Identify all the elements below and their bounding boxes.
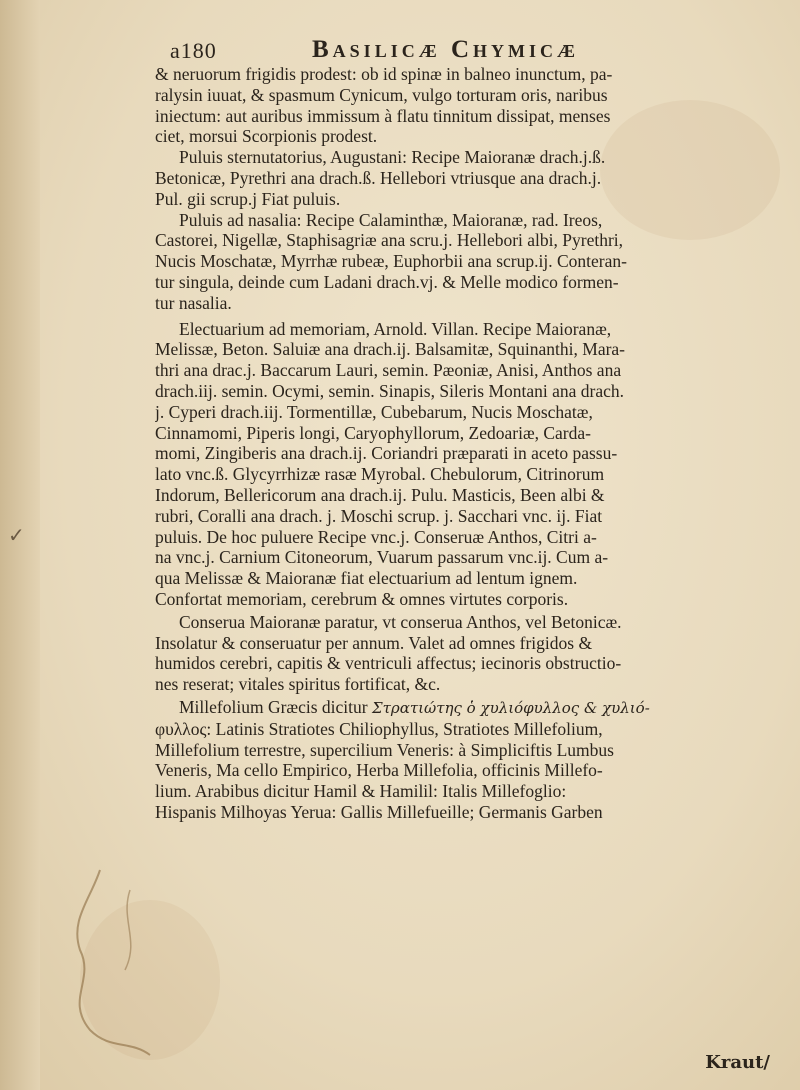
catchword: Kraut/ [705,1052,770,1073]
page-number: a180 [170,38,217,63]
para-millefolium [155,697,770,823]
text-line: qua Melissæ & Maioranæ fiat electuarium ad lentum ignem. [155,568,578,589]
text-line: tur singula, deinde cum Ladani drach.vj. & Melle modico formen- [155,271,619,292]
text-line [155,697,770,719]
text-line: Hispanis Milhoyas Yerua: Gallis Millefueille; Germanis Garben [155,801,603,822]
para-pulvis-sternutatorius [155,147,770,209]
para-pulvis-nasalia [155,210,770,314]
text-line: ciet, morsui Scorpionis prodest. [155,126,378,147]
text-line: Cinnamomi, Piperis longi, Caryophyllorum, Zedoariæ, Carda- [155,422,591,443]
text-line: rubri, Coralli ana drach. j. Moschi scrup. j. Sacchari vnc. ij. Fiat [155,505,603,526]
para-electuarium [155,319,770,610]
text-line: Confortat memoriam, cerebrum & omnes virtutes corporis. [155,588,569,609]
text-line: Indorum, Bellericorum ana drach.ij. Pulu. Masticis, Been albi & [155,484,605,505]
text-line: Conserua Maioranæ paratur, vt conserua Anthos, vel Betonicæ. [179,611,622,632]
greek-text: Στρατιώτης ὁ χυλιόφυλλος & χυλιό- [371,698,650,717]
text-line: Millefolium terrestre, supercilium Veneris: à Simpliciftis Lumbus [155,739,614,760]
para-conserva [155,612,770,695]
text-line: Veneris, Ma cello Empirico, Herba Millefolia, officinis Millefo- [155,760,603,781]
paper-damage-mark [60,860,210,1060]
text-line: j. Cyperi drach.iij. Tormentillæ, Cubebarum, Nucis Moschatæ, [155,401,593,422]
text-line: tur nasalia. [155,292,232,313]
text-line: Puluis ad nasalia: Recipe Calaminthæ, Maioranæ, rad. Ireos, [179,209,603,230]
text-line: Puluis sternutatorius, Augustani: Recipe Maioranæ drach.j.ß. [179,147,606,168]
text-line: Pul. gii scrup.j Fiat puluis. [155,188,341,209]
text-line: lium. Arabibus dicitur Hamil & Hamilil: Italis Millefoglio: [155,781,567,802]
text-segment: Millefolium Græcis dicitur [179,696,368,717]
text-line: Insolatur & conseruatur per annum. Valet ad omnes frigidos & [155,632,593,653]
running-title: Basilicæ Chymicæ [312,36,579,63]
text-line: ralysin iuuat, & spasmum Cynicum, vulgo torturam oris, naribus [155,84,608,105]
text-line: Nucis Moschatæ, Myrrhæ rubeæ, Euphorbii ana scrup.ij. Conteran- [155,251,627,272]
text-line: Castorei, Nigellæ, Staphisagriæ ana scru.j. Hellebori albi, Pyrethri, [155,230,624,251]
text-line: drach.iij. semin. Ocymi, semin. Sinapis, Sileris Montani ana drach. [155,380,625,401]
main-text [155,64,770,823]
text-line: momi, Zingiberis ana drach.ij. Coriandri præparati in aceto passu- [155,443,618,464]
text-line: humidos cerebri, capitis & ventriculi affectus; iecinoris obstructio- [155,653,622,674]
text-line: Melissæ, Beton. Saluiæ ana drach.ij. Balsamitæ, Squinanthi, Mara- [155,339,626,360]
text-line: iniectum: aut auribus immissum à flatu tinnitum dissipat, menses [155,105,611,126]
text-line: nes reserat; vitales spiritus fortificat, &c. [155,674,441,695]
text-line: Betonicæ, Pyrethri ana drach.ß. Hellebori vtriusque ana drach.j. [155,167,602,188]
margin-mark: ✓ [8,525,25,547]
text-line: puluis. De hoc puluere Recipe vnc.j. Conseruæ Anthos, Citri a- [155,526,597,547]
text-line: φυλλος: Latinis Stratiotes Chiliophyllus, Stratiotes Millefolium, [155,718,603,739]
para-continuation [155,64,770,147]
text-line: lato vnc.ß. Glycyrrhizæ rasæ Myrobal. Chebulorum, Citrinorum [155,464,605,485]
text-line: Electuarium ad memoriam, Arnold. Villan. Recipe Maioranæ, [179,318,612,339]
text-line: thri ana drac.j. Baccarum Lauri, semin. Pæoniæ, Anisi, Anthos ana [155,360,622,381]
text-line: na vnc.j. Carnium Citoneorum, Vuarum passarum vnc.ij. Cum a- [155,547,609,568]
text-line: & neruorum frigidis prodest: ob id spinæ in balneo inunctum, pa- [155,64,613,84]
